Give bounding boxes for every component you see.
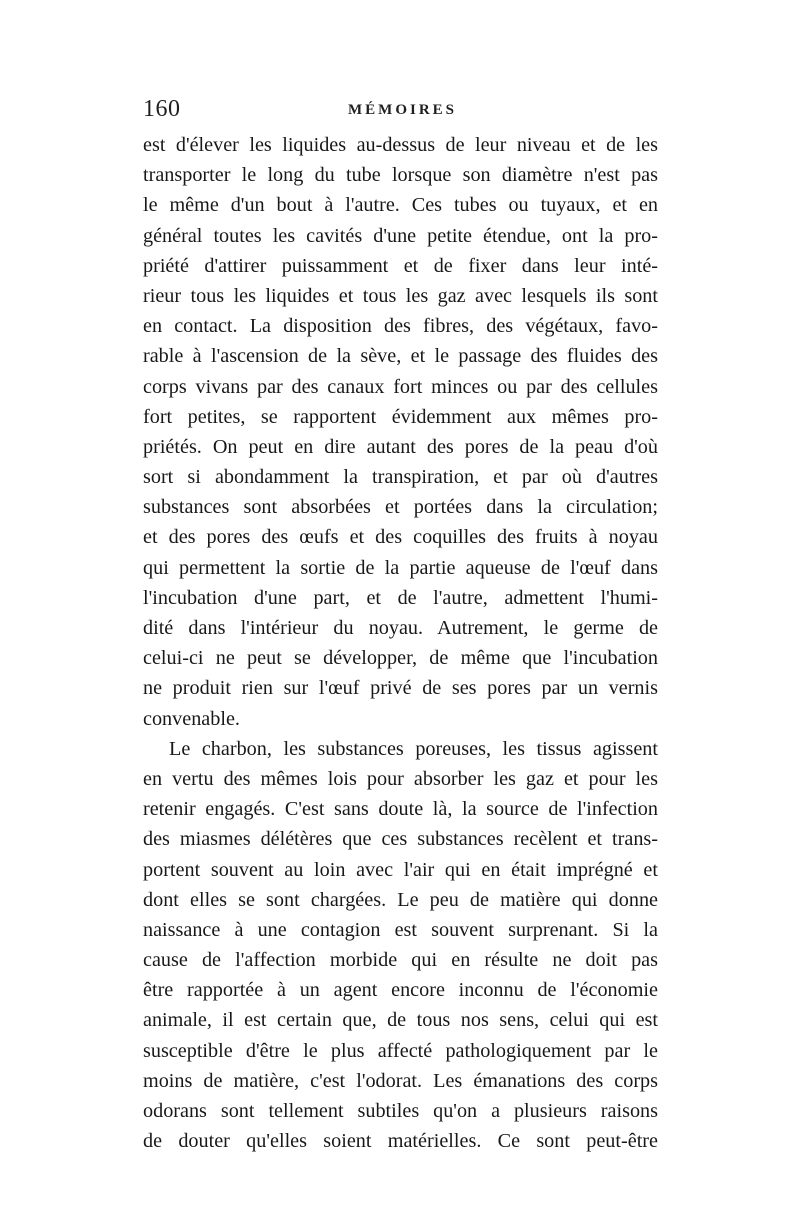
text-line: odorans sont tellement subtiles qu'on a plusieurs raisons <box>143 1100 658 1122</box>
text-line: en contact. La disposition des fibres, des végétaux, favo- <box>143 315 658 338</box>
page-header <box>143 96 653 126</box>
text-line: être rapportée à un agent encore inconnu de l'économie <box>143 979 658 1002</box>
text-line: retenir engagés. C'est sans doute là, la source de l'infection <box>143 798 658 821</box>
text-line: celui-ci ne peut se développer, de même que l'incubation <box>143 647 658 670</box>
text-line: priété d'attirer puissamment et de fixer dans leur inté- <box>143 254 658 277</box>
text-line: sort si abondamment la transpiration, et par où d'autres <box>143 466 658 489</box>
text-line: des miasmes délétères que ces substances recèlent et trans- <box>143 828 658 851</box>
text-line: et des pores des œufs et des coquilles des fruits à noyau <box>143 526 658 549</box>
running-head: MÉMOIRES <box>348 102 458 118</box>
text-line: naissance à une contagion est souvent surprenant. Si la <box>143 918 658 941</box>
text-line: dont elles se sont chargées. Le peu de matière qui donne <box>143 888 658 911</box>
text-line: animale, il est certain que, de tous nos sens, celui qui est <box>143 1009 658 1032</box>
text-line: le même d'un bout à l'autre. Ces tubes ou tuyaux, et en <box>143 194 658 217</box>
text-line: susceptible d'être le plus affecté pathologiquement par le <box>143 1039 658 1062</box>
text-line: transporter le long du tube lorsque son diamètre n'est pas <box>143 164 658 187</box>
paragraph-2 <box>143 734 658 1157</box>
text-line: priétés. On peut en dire autant des pores de la peau d'où <box>143 435 658 458</box>
text-line: convenable. <box>143 707 240 730</box>
text-line: est d'élever les liquides au-dessus de leur niveau et de les <box>143 134 658 156</box>
text-line: rable à l'ascension de la sève, et le passage des fluides des <box>143 345 658 368</box>
text-line: cause de l'affection morbide qui en résulte ne doit pas <box>143 949 658 972</box>
text-line: de douter qu'elles soient matérielles. Ce sont peut-être <box>143 1130 658 1153</box>
body-text <box>143 130 658 1156</box>
text-line: général toutes les cavités d'une petite étendue, ont la pro- <box>143 224 658 247</box>
text-line: fort petites, se rapportent évidemment aux mêmes pro- <box>143 405 658 428</box>
paragraph-1 <box>143 130 658 734</box>
text-line: ne produit rien sur l'œuf privé de ses pores par un vernis <box>143 677 658 700</box>
text-line: substances sont absorbées et portées dans la circulation; <box>143 496 658 519</box>
text-line: qui permettent la sortie de la partie aqueuse de l'œuf dans <box>143 556 658 579</box>
text-line: moins de matière, c'est l'odorat. Les émanations des corps <box>143 1069 658 1092</box>
text-line: Le charbon, les substances poreuses, les tissus agissent <box>169 737 658 760</box>
text-line: rieur tous les liquides et tous les gaz avec lesquels ils sont <box>143 284 658 307</box>
text-line: portent souvent au loin avec l'air qui en était imprégné et <box>143 858 658 881</box>
text-line: en vertu des mêmes lois pour absorber les gaz et pour les <box>143 767 658 790</box>
text-line: l'incubation d'une part, et de l'autre, admettent l'humi- <box>143 586 658 609</box>
text-line: corps vivans par des canaux fort minces ou par des cellules <box>143 375 658 398</box>
text-line: dité dans l'intérieur du noyau. Autrement, le germe de <box>143 617 658 639</box>
page-number: 160 <box>143 96 181 122</box>
